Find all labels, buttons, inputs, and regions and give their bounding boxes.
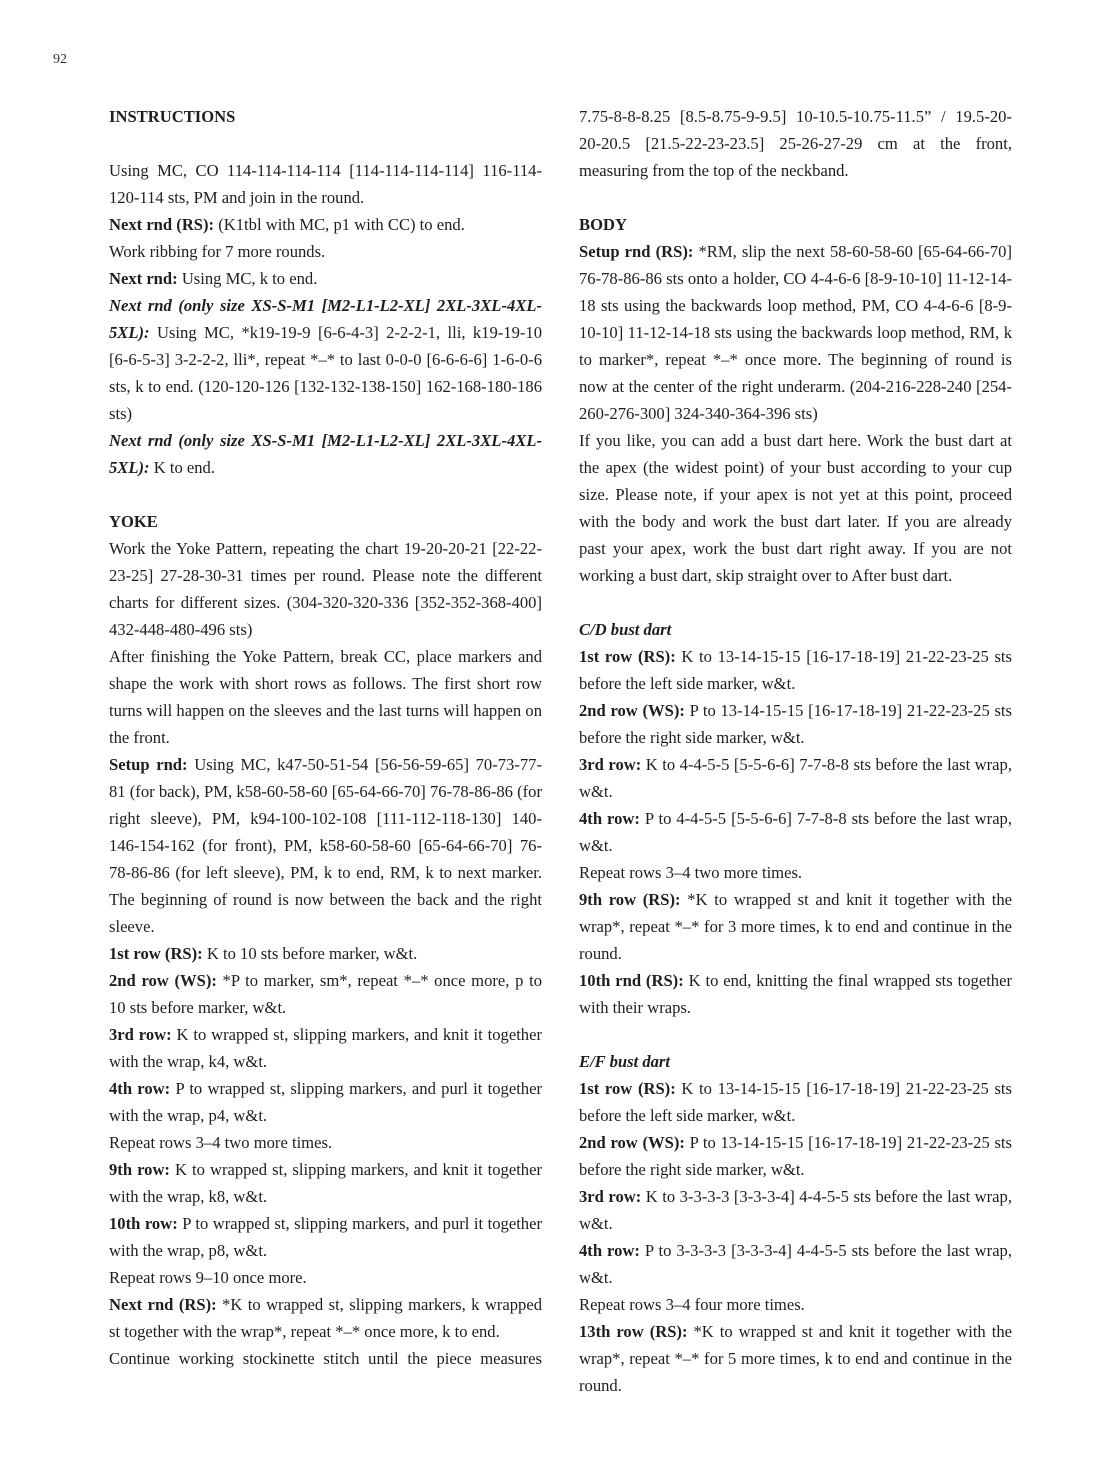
step-label: 2nd row (WS): bbox=[109, 971, 217, 990]
plain-round-paragraph bbox=[109, 427, 542, 481]
step-text: *P to marker, sm*, repeat *–* once more, p to 10 sts before marker, w&t. bbox=[109, 971, 542, 1017]
step-label: 10th row: bbox=[109, 1214, 178, 1233]
knit-round-paragraph bbox=[109, 265, 542, 292]
step-label: 3rd row: bbox=[109, 1025, 172, 1044]
ef-row-2 bbox=[579, 1129, 1012, 1183]
ef-row-13 bbox=[579, 1318, 1012, 1399]
ef-row-4 bbox=[579, 1237, 1012, 1291]
step-label: Next rnd (RS): bbox=[109, 1295, 217, 1314]
cd-round-10 bbox=[579, 967, 1012, 1021]
cd-bust-dart-heading: C/D bust dart bbox=[579, 620, 672, 639]
step-text: P to wrapped st, slipping markers, and purl it together with the wrap, p4, w&t. bbox=[109, 1079, 542, 1125]
step-text: K to 13-14-15-15 [16-17-18-19] 21-22-23-25 sts before the left side marker, w&t. bbox=[579, 1079, 1012, 1125]
step-text: K to end, knitting the final wrapped sts together with their wraps. bbox=[579, 971, 1012, 1017]
step-text: K to 10 sts before marker, w&t. bbox=[202, 944, 418, 963]
cd-row-2 bbox=[579, 697, 1012, 751]
cd-row-4 bbox=[579, 805, 1012, 859]
yoke-row-1 bbox=[109, 940, 542, 967]
step-text: K to wrapped st, slipping markers, and knit it together with the wrap, k4, w&t. bbox=[109, 1025, 542, 1071]
step-text: P to 13-14-15-15 [16-17-18-19] 21-22-23-25 sts before the right side marker, w&t. bbox=[579, 1133, 1012, 1179]
yoke-repeat-3-4: Repeat rows 3–4 two more times. bbox=[109, 1133, 333, 1152]
cd-row-3 bbox=[579, 751, 1012, 805]
step-label: 3rd row: bbox=[579, 755, 642, 774]
step-label: 10th rnd (RS): bbox=[579, 971, 684, 990]
step-text: *K to wrapped st, slipping markers, k wrapped st together with the wrap*, repeat *–* once more, k to end. bbox=[109, 1295, 542, 1341]
ef-bust-dart-heading: E/F bust dart bbox=[579, 1052, 670, 1071]
cd-repeat: Repeat rows 3–4 two more times. bbox=[579, 863, 803, 882]
step-label: 9th row (RS): bbox=[579, 890, 681, 909]
step-text: K to end. bbox=[149, 458, 216, 477]
yoke-row-10 bbox=[109, 1210, 542, 1264]
instructions-heading: INSTRUCTIONS bbox=[109, 107, 236, 126]
step-label: Next rnd (RS): bbox=[109, 215, 215, 234]
step-text: K to 4-4-5-5 [5-5-6-6] 7-7-8-8 sts before the last wrap, w&t. bbox=[579, 755, 1012, 801]
yoke-row-4 bbox=[109, 1075, 542, 1129]
measurement-continuation: 7.75-8-8-8.25 [8.5-8.75-9-9.5] 10-10.5-10.75-11.5” / 19.5-20-20-20.5 [21.5-22-23-23.5] 25-26-27-29 cm at the front, measuring from the top of the neckband. bbox=[579, 107, 1012, 180]
yoke-row-3 bbox=[109, 1021, 542, 1075]
step-text: K to 13-14-15-15 [16-17-18-19] 21-22-23-25 sts before the left side marker, w&t. bbox=[579, 647, 1012, 693]
ribbing-row-paragraph bbox=[109, 211, 542, 238]
step-text: *K to wrapped st and knit it together with the wrap*, repeat *–* for 3 more times, k to end and continue in the round. bbox=[579, 890, 1012, 963]
left-column bbox=[109, 103, 542, 1372]
step-text: *RM, slip the next 58-60-58-60 [65-64-66-70] 76-78-86-86 sts onto a holder, CO 4-4-6-6 [8-9-10-10] 11-12-14-18 sts using the backwards loop method, PM, CO 4-4-6-6 [8-9-10-10] 11-12-14-18 sts using the backwards loop method, RM, k to marker*, repeat *–* once more. The beginning of round is now at the center of the right underarm. (204-216-228-240 [254-260-276-300] 324-340-364-396 sts) bbox=[579, 242, 1012, 423]
yoke-pattern-paragraph: Work the Yoke Pattern, repeating the chart 19-20-20-21 [22-22-23-25] 27-28-30-31 times per round. Please note the different charts for different sizes. (304-320-320-336 [352-352-368-400] 432-448-480-496 sts) bbox=[109, 539, 542, 639]
yoke-heading: YOKE bbox=[109, 512, 158, 531]
yoke-repeat-9-10: Repeat rows 9–10 once more. bbox=[109, 1268, 307, 1287]
step-text: Using MC, k47-50-51-54 [56-56-59-65] 70-73-77-81 (for back), PM, k58-60-58-60 [65-64-66-70] 76-78-86-86 (for right sleeve), PM, k94-100-102-108 [111-112-118-130] 140-146-154-162 (for front), PM, k58-60-58-60 [65-64-66-70] 76-78-86-86 (for left sleeve), PM, k to end, RM, k to next marker. The beginning of round is now between the back and the right sleeve. bbox=[109, 755, 542, 936]
step-label: 1st row (RS): bbox=[109, 944, 203, 963]
step-text: Using MC, *k19-19-9 [6-6-4-3] 2-2-2-1, lli, k19-19-10 [6-6-5-3] 3-2-2-2, lli*, repeat *–* to last 0-0-0 [6-6-6-6] 1-6-0-6 sts, k to end. (120-120-126 [132-132-138-150] 162-168-180-186 sts) bbox=[109, 323, 542, 423]
step-label: 4th row: bbox=[109, 1079, 171, 1098]
ribbing-repeat-paragraph: Work ribbing for 7 more rounds. bbox=[109, 242, 326, 261]
cast-on-paragraph: Using MC, CO 114-114-114-114 [114-114-114-114] 116-114-120-114 sts, PM and join in the round. bbox=[109, 161, 542, 207]
yoke-next-round bbox=[109, 1291, 542, 1345]
step-text: Using MC, k to end. bbox=[177, 269, 318, 288]
ef-row-1 bbox=[579, 1075, 1012, 1129]
step-label: 4th row: bbox=[579, 1241, 640, 1260]
body-heading: BODY bbox=[579, 215, 627, 234]
ef-repeat: Repeat rows 3–4 four more times. bbox=[579, 1295, 805, 1314]
step-text: P to 3-3-3-3 [3-3-3-4] 4-4-5-5 sts before the last wrap, w&t. bbox=[579, 1241, 1013, 1287]
cd-row-1 bbox=[579, 643, 1012, 697]
step-label: Next rnd (only size XS-S-M1 [M2-L1-L2-XL] 2XL-3XL-4XL-5XL): bbox=[109, 431, 542, 477]
step-label: Setup rnd (RS): bbox=[579, 242, 694, 261]
step-label: 13th row (RS): bbox=[579, 1322, 688, 1341]
right-column bbox=[579, 103, 1012, 1399]
yoke-continue-paragraph: Continue working stockinette stitch until the piece measures bbox=[109, 1349, 542, 1368]
increase-round-paragraph bbox=[109, 292, 542, 427]
step-text: *K to wrapped st and knit it together with the wrap*, repeat *–* for 5 more times, k to end and continue in the round. bbox=[579, 1322, 1012, 1395]
yoke-setup-round-paragraph bbox=[109, 751, 542, 940]
body-setup-round bbox=[579, 238, 1012, 427]
ef-row-3 bbox=[579, 1183, 1012, 1237]
step-label: 2nd row (WS): bbox=[579, 1133, 685, 1152]
step-label: Next rnd (only size XS-S-M1 [M2-L1-L2-XL] 2XL-3XL-4XL-5XL): bbox=[109, 296, 542, 342]
cd-row-9 bbox=[579, 886, 1012, 967]
step-text: K to wrapped st, slipping markers, and knit it together with the wrap, k8, w&t. bbox=[109, 1160, 542, 1206]
step-label: Next rnd: bbox=[109, 269, 178, 288]
short-rows-intro-paragraph: After finishing the Yoke Pattern, break CC, place markers and shape the work with short rows as follows. The first short row turns will happen on the sleeves and the last turns will happen on the front. bbox=[109, 647, 542, 747]
yoke-row-9 bbox=[109, 1156, 542, 1210]
step-label: 9th row: bbox=[109, 1160, 170, 1179]
step-label: 1st row (RS): bbox=[579, 647, 676, 666]
step-text: K to 3-3-3-3 [3-3-3-4] 4-4-5-5 sts before the last wrap, w&t. bbox=[579, 1187, 1012, 1233]
step-label: 1st row (RS): bbox=[579, 1079, 676, 1098]
step-text: P to 4-4-5-5 [5-5-6-6] 7-7-8-8 sts before the last wrap, w&t. bbox=[579, 809, 1013, 855]
step-label: 4th row: bbox=[579, 809, 640, 828]
step-text: P to 13-14-15-15 [16-17-18-19] 21-22-23-25 sts before the right side marker, w&t. bbox=[579, 701, 1012, 747]
step-text: P to wrapped st, slipping markers, and purl it together with the wrap, p8, w&t. bbox=[109, 1214, 542, 1260]
yoke-row-2 bbox=[109, 967, 542, 1021]
step-text: (K1tbl with MC, p1 with CC) to end. bbox=[214, 215, 465, 234]
bust-dart-intro: If you like, you can add a bust dart here. Work the bust dart at the apex (the widest point) of your bust according to your cup size. Please note, if your apex is not yet at this point, proceed with the body and work the bust dart later. If you are already past your apex, work the bust dart right away. If you are not working a bust dart, skip straight over to After bust dart. bbox=[579, 431, 1012, 585]
step-label: 3rd row: bbox=[579, 1187, 642, 1206]
page-number: 92 bbox=[53, 52, 67, 67]
step-label: 2nd row (WS): bbox=[579, 701, 685, 720]
step-label: Setup rnd: bbox=[109, 755, 188, 774]
